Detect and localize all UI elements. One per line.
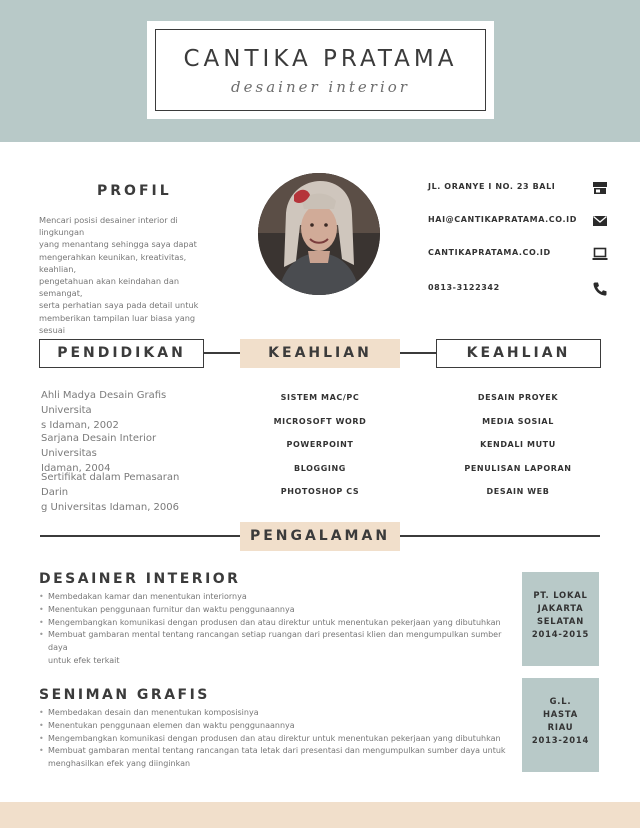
phone-text[interactable]: 0813-3122342 <box>428 283 500 292</box>
duty-item: • Membedakan kamar dan menentukan interiornya <box>48 591 508 604</box>
skill-item: DESAIN WEB <box>486 487 550 496</box>
skill-item: MEDIA SOSIAL <box>482 417 554 426</box>
company-line: SELATAN <box>536 616 585 626</box>
education-line: Sertifikat dalam Pemasaran Darin <box>41 472 180 498</box>
skill-item: SISTEM MAC/PC <box>280 393 360 402</box>
email-text[interactable]: HAI@CANTIKAPRATAMA.CO.ID <box>428 215 577 224</box>
duty-item: • Membuat gambaran mental tentang rancangan tata letak dari presentasi dan mengumpulkan sumber daya untuk <box>48 745 508 758</box>
job-title: SENIMAN GRAFIS <box>39 687 210 703</box>
education-line: Ahli Madya Desain Grafis Universita <box>41 390 167 416</box>
skill-item: KENDALI MUTU <box>480 440 556 449</box>
person-role: desainer interior <box>231 78 410 96</box>
profile-photo-illustration <box>258 173 380 295</box>
duty-item: • Menentukan penggunaan furnitur dan waktu penggunaannya <box>48 604 508 617</box>
education-item <box>41 470 209 515</box>
skill-item: PHOTOSHOP CS <box>280 487 360 496</box>
profile-heading: PROFIL <box>97 183 172 199</box>
contact-website[interactable] <box>428 246 608 262</box>
skill-item: DESAIN PROYEK <box>477 393 559 402</box>
store-icon <box>592 180 608 196</box>
profile-line: mengerahkan keunikan, kreativitas, keahlian, <box>39 251 187 274</box>
profile-line: memberikan tampilan luar biasa yang sesuai <box>39 312 196 335</box>
contact-email[interactable] <box>428 213 608 229</box>
job-duties <box>48 591 508 668</box>
job-duties <box>48 707 508 771</box>
company-line: HASTA <box>542 709 579 719</box>
duty-item-continuation: menghasilkan efek yang diinginkan <box>48 759 191 769</box>
education-line: Idaman, 2004 <box>41 463 111 474</box>
company-box <box>522 678 599 772</box>
company-period: 2013-2014 <box>531 735 590 745</box>
company-period: 2014-2015 <box>531 629 590 639</box>
education-line: g Universitas Idaman, 2006 <box>41 502 180 513</box>
skills-heading-center: KEAHLIAN <box>240 339 400 368</box>
skill-item: BLOGGING <box>294 464 346 473</box>
phone-icon <box>592 281 608 297</box>
education-heading: PENDIDIKAN <box>39 339 204 368</box>
education-item <box>41 388 209 433</box>
company-line: JAKARTA <box>537 603 584 613</box>
profile-line: yang menantang sehingga saya dapat <box>39 239 197 250</box>
contact-address <box>428 180 608 196</box>
company-line: RIAU <box>547 722 574 732</box>
laptop-icon <box>592 246 608 262</box>
footer-band <box>0 802 640 828</box>
profile-line: serta perhatian saya pada detail untuk <box>39 300 199 311</box>
profile-line: pengetahuan akan keindahan dan semangat, <box>39 276 180 299</box>
duty-item: • Mengembangkan komunikasi dengan produsen dan atau direktur untuk menentukan pekerjaan yang dibutuhkan <box>48 617 508 630</box>
duty-item: • Menentukan penggunaan elemen dan waktu penggunaannya <box>48 720 508 733</box>
skill-item: PENULISAN LAPORAN <box>464 464 572 473</box>
education-line: s Idaman, 2002 <box>41 420 119 431</box>
mail-icon <box>592 213 608 229</box>
experience-heading: PENGALAMAN <box>240 522 400 551</box>
duty-item-continuation: untuk efek terkait <box>48 655 120 665</box>
company-line: G.L. <box>549 696 572 706</box>
profile-line: Mencari posisi desainer interior di lingkungan <box>39 215 178 238</box>
profile-photo <box>258 173 380 295</box>
website-text[interactable]: CANTIKAPRATAMA.CO.ID <box>428 248 551 257</box>
duty-item: • Membedakan desain dan menentukan komposisinya <box>48 707 508 720</box>
profile-text <box>39 214 221 348</box>
skill-item: POWERPOINT <box>286 440 354 449</box>
skills-heading-right: KEAHLIAN <box>436 339 601 368</box>
name-card-border <box>155 29 486 111</box>
person-name: CANTIKA PRATAMA <box>183 46 458 72</box>
company-line: PT. LOKAL <box>533 590 588 600</box>
job-title: DESAINER INTERIOR <box>39 571 241 587</box>
address-text: JL. ORANYE I NO. 23 BALI <box>428 182 556 191</box>
education-line: Sarjana Desain Interior Universitas <box>41 433 157 459</box>
duty-item: • Mengembangkan komunikasi dengan produsen dan atau direktur untuk menentukan pekerjaan yang dibutuhkan <box>48 733 508 746</box>
name-card <box>147 21 494 119</box>
contact-phone[interactable] <box>428 281 608 297</box>
skill-item: MICROSOFT WORD <box>273 417 367 426</box>
company-box <box>522 572 599 666</box>
duty-item: • Membuat gambaran mental tentang rancangan setiap ruangan dari presentasi klien dan mengumpulkan sumber daya <box>48 629 508 655</box>
